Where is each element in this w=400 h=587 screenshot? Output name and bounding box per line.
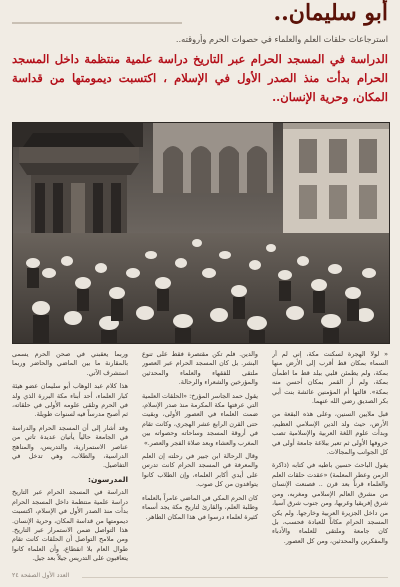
article-header (12, 0, 388, 26)
footer-rule (82, 577, 388, 578)
page-footer (12, 572, 388, 584)
section-heading-teachers: المدرسون: (88, 474, 128, 484)
title-underline (12, 22, 182, 24)
body-paragraph: كان الحرم المكي في الماضي عامراً بالعلماء وطلبة العلم، والقارئ لتاريخ مكة يجد أسماء كثيرة لعلماء درسوا في هذا المكان الطاهر. (142, 493, 258, 521)
page-number: العدد الأول الصفحة ٢٤ (12, 572, 70, 579)
body-paragraph: والدين. فلم تكن مقتصرة فقط على تنوع البشر. بل كان المسجد الحرام عبر العصور ملتقى للفقهاء والعلماء والمحدثين والمؤرخين والشعراء والرحالة. (142, 350, 258, 387)
crowd-photo-illustration (13, 123, 389, 343)
body-paragraph: قبل ملايين السنين، وعلى هذه البقعة من الأرض، حيث ولد الدين الإسلامي العظيم، وبدأت علوم اللغة العربية والإسلامية تصب حروفها الأولى ثم تعبر ببلاغة جامعة أولى في كل الجوانب والمجالات. (272, 410, 388, 457)
article-subtitle: استرجاعات حلقات العلم والعلماء في حصوات الحرم وأروقته.. (175, 34, 388, 44)
body-column-left (12, 350, 128, 570)
left-building (13, 123, 143, 245)
body-paragraph: وربما يعقبني في صحن الحرم يسمى بالمقارنة ما بين الماضي والحاضر وربما استشرف الآتي. (12, 350, 128, 377)
body-paragraph: يقول حمد الجاسر المؤرخ: «الحلقات العلمية التي عرفتها مكة المكرمة منذ صدر الإسلام، ضمت العلماء في العصور الأولى، وبقيت حتى القرن الرابع عشر الهجري، وكانت تقام في أروقة المسجد وساحاته وحصواته بين المغرب والعشاء وبعد صلاة الفجر والعصر.» (142, 391, 258, 447)
article-lede: الدراسة في المسجد الحرام عبر التاريخ دراسة علمية منتظمة داخل المسجد الحرام بدأت منذ الصدر الأول في الإسلام ، اكتسبت ديمومتها من قداسة المكان، وحرية الإنسان.. (12, 52, 388, 104)
quote-paragraph: « لولا الهجرة لسكنت مكة، إني لم أر السماء بمكان قط أقرب إلى الأرض منها بمكة، ولم يطمئن قلبي ببلد قط ما اطمأن بمكة، ولم أر القمر بمكان أحسن منه بمكة». قالتها أم المؤمنين عائشة بنت أبي بكر الصديق رضي الله عنهما. (272, 350, 388, 406)
body-paragraph: الدراسة في المسجد الحرام عبر التاريخ دراسة علمية منتظمة داخل المسجد الحرام بدأت منذ الصدر الأول في الإسلام، اكتسبت ديمومتها من قداسة المكان، وحرية الإنسان. هذا التواصل ضمن الاستمرار عبر التاريخ. ومن ملامح التواصل أن الحلقات كانت تقام طوال العام بلا انقطاع، وأن العلماء كانوا يتعاقبون على التدريس جيلاً بعد جيل. (12, 488, 128, 563)
body-column-right (272, 350, 388, 570)
right-building (283, 123, 389, 243)
body-paragraph: وقد أشار إلى أن المسجد الحرام والدراسة في الجامعة حالياً يأتيان عديدة تاتي من عناصر الاستمرارية، والتدريس، والمناهج الدراسية، والطلاب، وهي تدخل في التفاصيل. (12, 423, 128, 470)
body-paragraph: هذا كلام عبد الوهاب أبو سليمان عضو هيئة كبار العلماء، أحد أبناء مكة البررة الذي ولد في الحرم وتلقى علومه الأولى في حلقاته، ثم أصبح مدرساً فيه لسنوات طويلة. (12, 382, 128, 419)
arcade (153, 123, 273, 193)
article-body (12, 350, 388, 570)
body-column-middle (142, 350, 258, 570)
body-paragraph: يقول الباحث حسين باطيه في كتابه (ذاكرة الزمن وعطر المعلمة) «عقدت حلقات العلم والعلماء قرناً بعد قرن .. فصنعت الإنسان من مشرق العالم الإسلامي ومغربه، ومن شرق إفريقيا وغربها، ومن جنوب شرق آسيا، من داخل الجزيرة العربية وخارجها. ولم يكن المسجد الحرام مكاناً للعبادة فحسب، بل كان جامعة وملتقى للعلماء والأدباء والمفكرين والمحدثين، ومن كل العصور. (272, 461, 388, 545)
body-paragraph: وقال الرحالة ابن جبير في رحلته إن العلم والمعرفة في المسجد الحرام كانت تدرس على أيدي أكابر العلماء، وإن الطلاب كانوا يتوافدون من كل صوب. (142, 452, 258, 489)
article-title: أبو سليمان.. (273, 0, 388, 26)
historical-haram-photo (12, 122, 390, 344)
